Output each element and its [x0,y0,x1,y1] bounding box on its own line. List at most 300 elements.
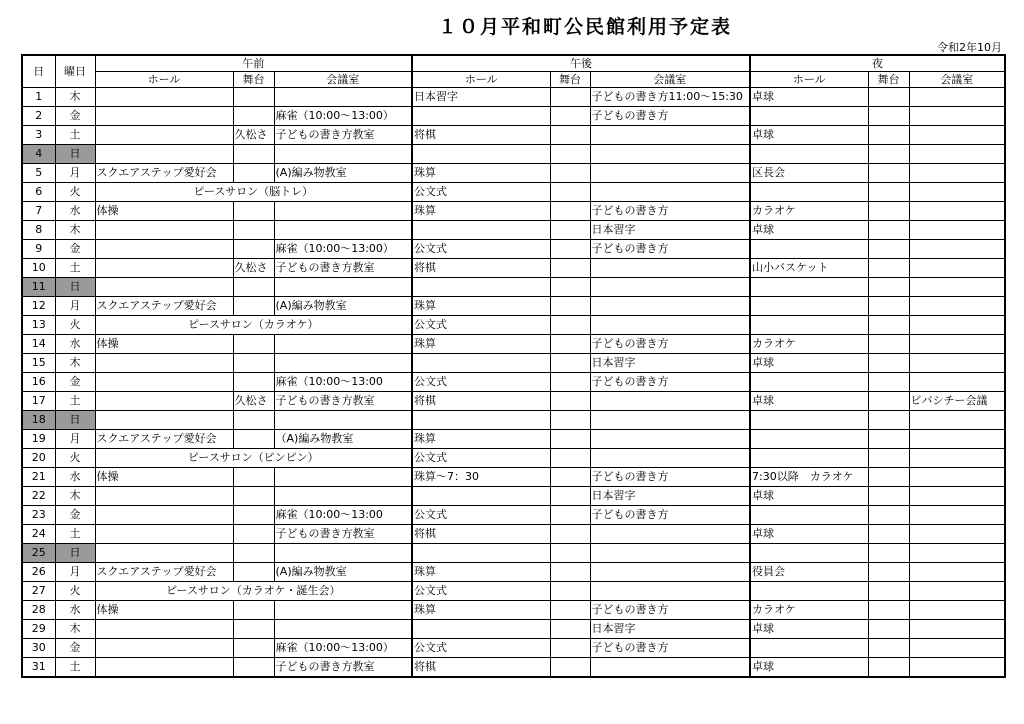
weekday-cell: 月 [55,164,95,183]
table-row [22,221,1005,240]
night-hall-cell [750,544,868,563]
night-hall-cell: 役員会 [750,563,868,582]
am-stage-cell [233,164,274,183]
day-cell: 11 [22,278,55,297]
am-hall-cell [95,544,233,563]
am-span-cell: ピースサロン（ピンピン） [95,449,412,468]
pm-stage-cell [550,582,590,601]
night-hall-cell [750,373,868,392]
table-row [22,639,1005,658]
table-row [22,107,1005,126]
page-title: １０月平和町公民館利用予定表 [437,16,732,38]
am-stage-cell [233,278,274,297]
am-meeting-cell: 子どもの書き方教室 [274,525,412,544]
am-hall-cell: 体操 [95,601,233,620]
pm-stage-cell [550,601,590,620]
pm-hall-cell: 公文式 [412,316,550,335]
night-stage-cell [868,278,909,297]
day-cell: 8 [22,221,55,240]
am-meeting-cell: 麻雀（10:00～13:00） [274,639,412,658]
am-hall-cell [95,278,233,297]
pm-stage-cell [550,449,590,468]
am-stage-cell [233,373,274,392]
am-stage-cell [233,430,274,449]
night-stage-cell [868,145,909,164]
night-meeting-cell [909,107,1005,126]
weekday-cell: 木 [55,88,95,107]
am-hall-cell [95,259,233,278]
pm-hall-cell: 公文式 [412,582,550,601]
am-span-cell: ピースサロン（カラオケ） [95,316,412,335]
pm-stage-cell [550,259,590,278]
am-hall-cell [95,354,233,373]
am-meeting-cell [274,221,412,240]
weekday-cell: 木 [55,487,95,506]
table-row [22,620,1005,639]
night-hall-cell [750,183,868,202]
night-stage-cell [868,487,909,506]
table-row [22,202,1005,221]
pm-meeting-cell [590,411,750,430]
am-meeting-cell: 麻雀（10:00～13:00） [274,240,412,259]
weekday-cell: 水 [55,468,95,487]
night-stage-cell [868,164,909,183]
night-stage-cell [868,544,909,563]
night-meeting-cell [909,278,1005,297]
day-cell: 12 [22,297,55,316]
am-meeting-cell [274,620,412,639]
pm-meeting-cell: 子どもの書き方 [590,601,750,620]
night-meeting-cell [909,468,1005,487]
pm-stage-cell [550,145,590,164]
day-cell: 25 [22,544,55,563]
am-hall-cell [95,221,233,240]
am-meeting-cell: (A)編み物教室 [274,297,412,316]
weekday-cell: 火 [55,183,95,202]
weekday-cell: 木 [55,354,95,373]
am-meeting-cell [274,487,412,506]
am-stage-cell [233,145,274,164]
header-pm-meeting: 会議室 [590,72,750,88]
table-row [22,183,1005,202]
night-hall-cell: 卓球 [750,354,868,373]
day-cell: 29 [22,620,55,639]
pm-meeting-cell [590,164,750,183]
pm-stage-cell [550,316,590,335]
am-meeting-cell [274,354,412,373]
pm-meeting-cell: 日本習字 [590,354,750,373]
night-meeting-cell [909,506,1005,525]
day-cell: 18 [22,411,55,430]
pm-hall-cell: 公文式 [412,506,550,525]
table-row [22,145,1005,164]
pm-stage-cell [550,430,590,449]
night-meeting-cell: ビバシチー会議 [909,392,1005,411]
pm-meeting-cell [590,658,750,678]
am-stage-cell [233,563,274,582]
night-stage-cell [868,88,909,107]
pm-stage-cell [550,335,590,354]
pm-meeting-cell: 子どもの書き方11:00～15:30 [590,88,750,107]
night-meeting-cell [909,525,1005,544]
pm-meeting-cell [590,259,750,278]
weekday-cell: 月 [55,297,95,316]
pm-hall-cell: 日本習字 [412,88,550,107]
am-meeting-cell [274,145,412,164]
night-meeting-cell [909,373,1005,392]
weekday-cell: 日 [55,411,95,430]
pm-hall-cell: 珠算 [412,601,550,620]
night-hall-cell [750,107,868,126]
header-pm-hall: ホール [412,72,550,88]
pm-meeting-cell [590,582,750,601]
header-dow: 曜日 [55,55,95,88]
night-stage-cell [868,430,909,449]
am-hall-cell: 体操 [95,335,233,354]
pm-hall-cell [412,278,550,297]
pm-stage-cell [550,278,590,297]
day-cell: 4 [22,145,55,164]
pm-stage-cell [550,392,590,411]
table-row [22,411,1005,430]
am-hall-cell: スクエアステップ愛好会 [95,297,233,316]
night-stage-cell [868,582,909,601]
pm-meeting-cell [590,392,750,411]
table-row [22,392,1005,411]
am-meeting-cell: 麻雀（10:00～13:00） [274,107,412,126]
pm-stage-cell [550,544,590,563]
table-row [22,658,1005,678]
am-meeting-cell: 麻雀（10:00～13:00 [274,506,412,525]
table-row [22,430,1005,449]
night-meeting-cell [909,240,1005,259]
am-stage-cell [233,335,274,354]
day-cell: 9 [22,240,55,259]
night-meeting-cell [909,259,1005,278]
night-stage-cell [868,525,909,544]
am-hall-cell [95,373,233,392]
night-meeting-cell [909,582,1005,601]
pm-meeting-cell: 子どもの書き方 [590,202,750,221]
night-meeting-cell [909,658,1005,678]
am-meeting-cell [274,544,412,563]
night-meeting-cell [909,430,1005,449]
am-stage-cell [233,202,274,221]
night-meeting-cell [909,411,1005,430]
pm-hall-cell: 珠算 [412,202,550,221]
day-cell: 19 [22,430,55,449]
pm-stage-cell [550,183,590,202]
day-cell: 13 [22,316,55,335]
night-meeting-cell [909,544,1005,563]
night-meeting-cell [909,221,1005,240]
night-hall-cell: 卓球 [750,126,868,145]
am-span-cell: ピースサロン（脳トレ） [95,183,412,202]
night-meeting-cell [909,601,1005,620]
table-row [22,278,1005,297]
night-hall-cell: 山小バスケット [750,259,868,278]
day-cell: 30 [22,639,55,658]
pm-hall-cell: 公文式 [412,449,550,468]
pm-hall-cell [412,487,550,506]
pm-hall-cell: 珠算 [412,335,550,354]
pm-meeting-cell [590,126,750,145]
pm-stage-cell [550,639,590,658]
night-hall-cell [750,297,868,316]
night-stage-cell [868,620,909,639]
header-night-hall: ホール [750,72,868,88]
am-hall-cell [95,126,233,145]
night-hall-cell [750,639,868,658]
weekday-cell: 土 [55,658,95,678]
pm-meeting-cell: 日本習字 [590,487,750,506]
pm-hall-cell: 珠算 [412,164,550,183]
am-meeting-cell [274,411,412,430]
weekday-cell: 月 [55,563,95,582]
pm-meeting-cell [590,183,750,202]
am-meeting-cell: (A)編み物教室 [274,563,412,582]
pm-hall-cell: 珠算 [412,430,550,449]
table-row [22,582,1005,601]
header-night: 夜 [750,55,1005,72]
night-hall-cell: 卓球 [750,88,868,107]
day-cell: 23 [22,506,55,525]
am-meeting-cell: （A)編み物教室 [274,430,412,449]
table-row [22,601,1005,620]
pm-stage-cell [550,563,590,582]
table-row [22,164,1005,183]
header-night-meeting: 会議室 [909,72,1005,88]
am-meeting-cell [274,468,412,487]
night-meeting-cell [909,449,1005,468]
pm-stage-cell [550,164,590,183]
night-hall-cell: 卓球 [750,620,868,639]
table-row [22,544,1005,563]
weekday-cell: 土 [55,392,95,411]
pm-meeting-cell [590,544,750,563]
weekday-cell: 土 [55,525,95,544]
night-meeting-cell [909,297,1005,316]
am-stage-cell [233,620,274,639]
night-stage-cell [868,126,909,145]
night-meeting-cell [909,563,1005,582]
am-hall-cell: スクエアステップ愛好会 [95,430,233,449]
day-cell: 6 [22,183,55,202]
am-hall-cell [95,107,233,126]
weekday-cell: 月 [55,430,95,449]
pm-meeting-cell: 日本習字 [590,620,750,639]
night-stage-cell [868,221,909,240]
pm-stage-cell [550,525,590,544]
am-hall-cell: スクエアステップ愛好会 [95,563,233,582]
night-hall-cell [750,582,868,601]
header-am-hall: ホール [95,72,233,88]
pm-meeting-cell [590,430,750,449]
pm-hall-cell [412,354,550,373]
am-stage-cell: 久松さ [233,392,274,411]
am-hall-cell [95,658,233,678]
pm-hall-cell: 珠算 [412,297,550,316]
night-stage-cell [868,297,909,316]
night-meeting-cell [909,487,1005,506]
pm-stage-cell [550,373,590,392]
pm-meeting-cell: 子どもの書き方 [590,373,750,392]
night-hall-cell: 卓球 [750,658,868,678]
am-hall-cell [95,487,233,506]
pm-stage-cell [550,221,590,240]
table-row [22,563,1005,582]
night-stage-cell [868,373,909,392]
pm-hall-cell: 将棋 [412,126,550,145]
night-hall-cell: 7:30以降 カラオケ [750,468,868,487]
weekday-cell: 火 [55,449,95,468]
am-stage-cell: 久松さ [233,259,274,278]
weekday-cell: 日 [55,544,95,563]
am-meeting-cell [274,335,412,354]
am-meeting-cell [274,601,412,620]
pm-meeting-cell [590,449,750,468]
page-subtitle-date: 令和2年10月 [937,41,1002,54]
night-meeting-cell [909,639,1005,658]
pm-hall-cell: 公文式 [412,183,550,202]
day-cell: 16 [22,373,55,392]
pm-stage-cell [550,487,590,506]
am-meeting-cell: 麻雀（10:00～13:00 [274,373,412,392]
night-stage-cell [868,639,909,658]
pm-stage-cell [550,354,590,373]
day-cell: 28 [22,601,55,620]
table-row [22,506,1005,525]
am-hall-cell [95,240,233,259]
night-stage-cell [868,240,909,259]
pm-stage-cell [550,297,590,316]
day-cell: 21 [22,468,55,487]
weekday-cell: 水 [55,335,95,354]
night-stage-cell [868,316,909,335]
am-stage-cell [233,354,274,373]
night-hall-cell [750,506,868,525]
am-stage-cell [233,468,274,487]
am-stage-cell [233,601,274,620]
table-row [22,88,1005,107]
am-meeting-cell [274,202,412,221]
pm-hall-cell [412,620,550,639]
am-stage-cell [233,639,274,658]
am-meeting-cell [274,88,412,107]
am-stage-cell [233,297,274,316]
day-cell: 5 [22,164,55,183]
pm-hall-cell [412,221,550,240]
night-stage-cell [868,506,909,525]
night-meeting-cell [909,88,1005,107]
day-cell: 26 [22,563,55,582]
pm-stage-cell [550,620,590,639]
weekday-cell: 木 [55,221,95,240]
am-hall-cell [95,392,233,411]
header-day: 日 [22,55,55,88]
am-stage-cell [233,658,274,678]
header-am-meeting: 会議室 [274,72,412,88]
table-row [22,449,1005,468]
am-meeting-cell: 子どもの書き方教室 [274,259,412,278]
pm-hall-cell: 将棋 [412,392,550,411]
header-morning: 午前 [95,55,412,72]
am-hall-cell: 体操 [95,202,233,221]
night-stage-cell [868,468,909,487]
am-hall-cell [95,88,233,107]
pm-hall-cell [412,544,550,563]
am-hall-cell [95,506,233,525]
day-cell: 10 [22,259,55,278]
night-hall-cell: 卓球 [750,487,868,506]
am-meeting-cell: 子どもの書き方教室 [274,126,412,145]
night-meeting-cell [909,183,1005,202]
night-hall-cell [750,240,868,259]
am-hall-cell [95,525,233,544]
header-night-stage: 舞台 [868,72,909,88]
pm-hall-cell: 公文式 [412,240,550,259]
am-stage-cell [233,221,274,240]
table-row [22,335,1005,354]
pm-stage-cell [550,126,590,145]
am-stage-cell [233,506,274,525]
am-meeting-cell: 子どもの書き方教室 [274,392,412,411]
pm-meeting-cell: 日本習字 [590,221,750,240]
pm-hall-cell: 珠算～7：30 [412,468,550,487]
weekday-cell: 水 [55,601,95,620]
pm-meeting-cell: 子どもの書き方 [590,240,750,259]
night-hall-cell [750,411,868,430]
schedule-table [21,54,1006,678]
pm-hall-cell: 将棋 [412,259,550,278]
night-hall-cell: 卓球 [750,525,868,544]
table-row [22,354,1005,373]
day-cell: 20 [22,449,55,468]
night-hall-cell: 区長会 [750,164,868,183]
pm-hall-cell: 公文式 [412,639,550,658]
weekday-cell: 金 [55,373,95,392]
night-hall-cell: カラオケ [750,202,868,221]
am-hall-cell [95,411,233,430]
am-stage-cell: 久松さ [233,126,274,145]
am-stage-cell [233,487,274,506]
night-hall-cell [750,316,868,335]
pm-hall-cell: 公文式 [412,373,550,392]
day-cell: 2 [22,107,55,126]
am-stage-cell [233,107,274,126]
pm-hall-cell: 将棋 [412,658,550,678]
pm-meeting-cell [590,525,750,544]
night-stage-cell [868,563,909,582]
am-meeting-cell: (A)編み物教室 [274,164,412,183]
header-am-stage: 舞台 [233,72,274,88]
pm-meeting-cell [590,145,750,164]
weekday-cell: 金 [55,107,95,126]
pm-meeting-cell: 子どもの書き方 [590,639,750,658]
am-stage-cell [233,411,274,430]
pm-stage-cell [550,468,590,487]
day-cell: 7 [22,202,55,221]
table-row [22,468,1005,487]
night-stage-cell [868,202,909,221]
am-span-cell: ピースサロン（カラオケ・誕生会） [95,582,412,601]
weekday-cell: 土 [55,126,95,145]
pm-meeting-cell [590,563,750,582]
table-row [22,126,1005,145]
table-row [22,487,1005,506]
am-stage-cell [233,240,274,259]
pm-hall-cell: 珠算 [412,563,550,582]
